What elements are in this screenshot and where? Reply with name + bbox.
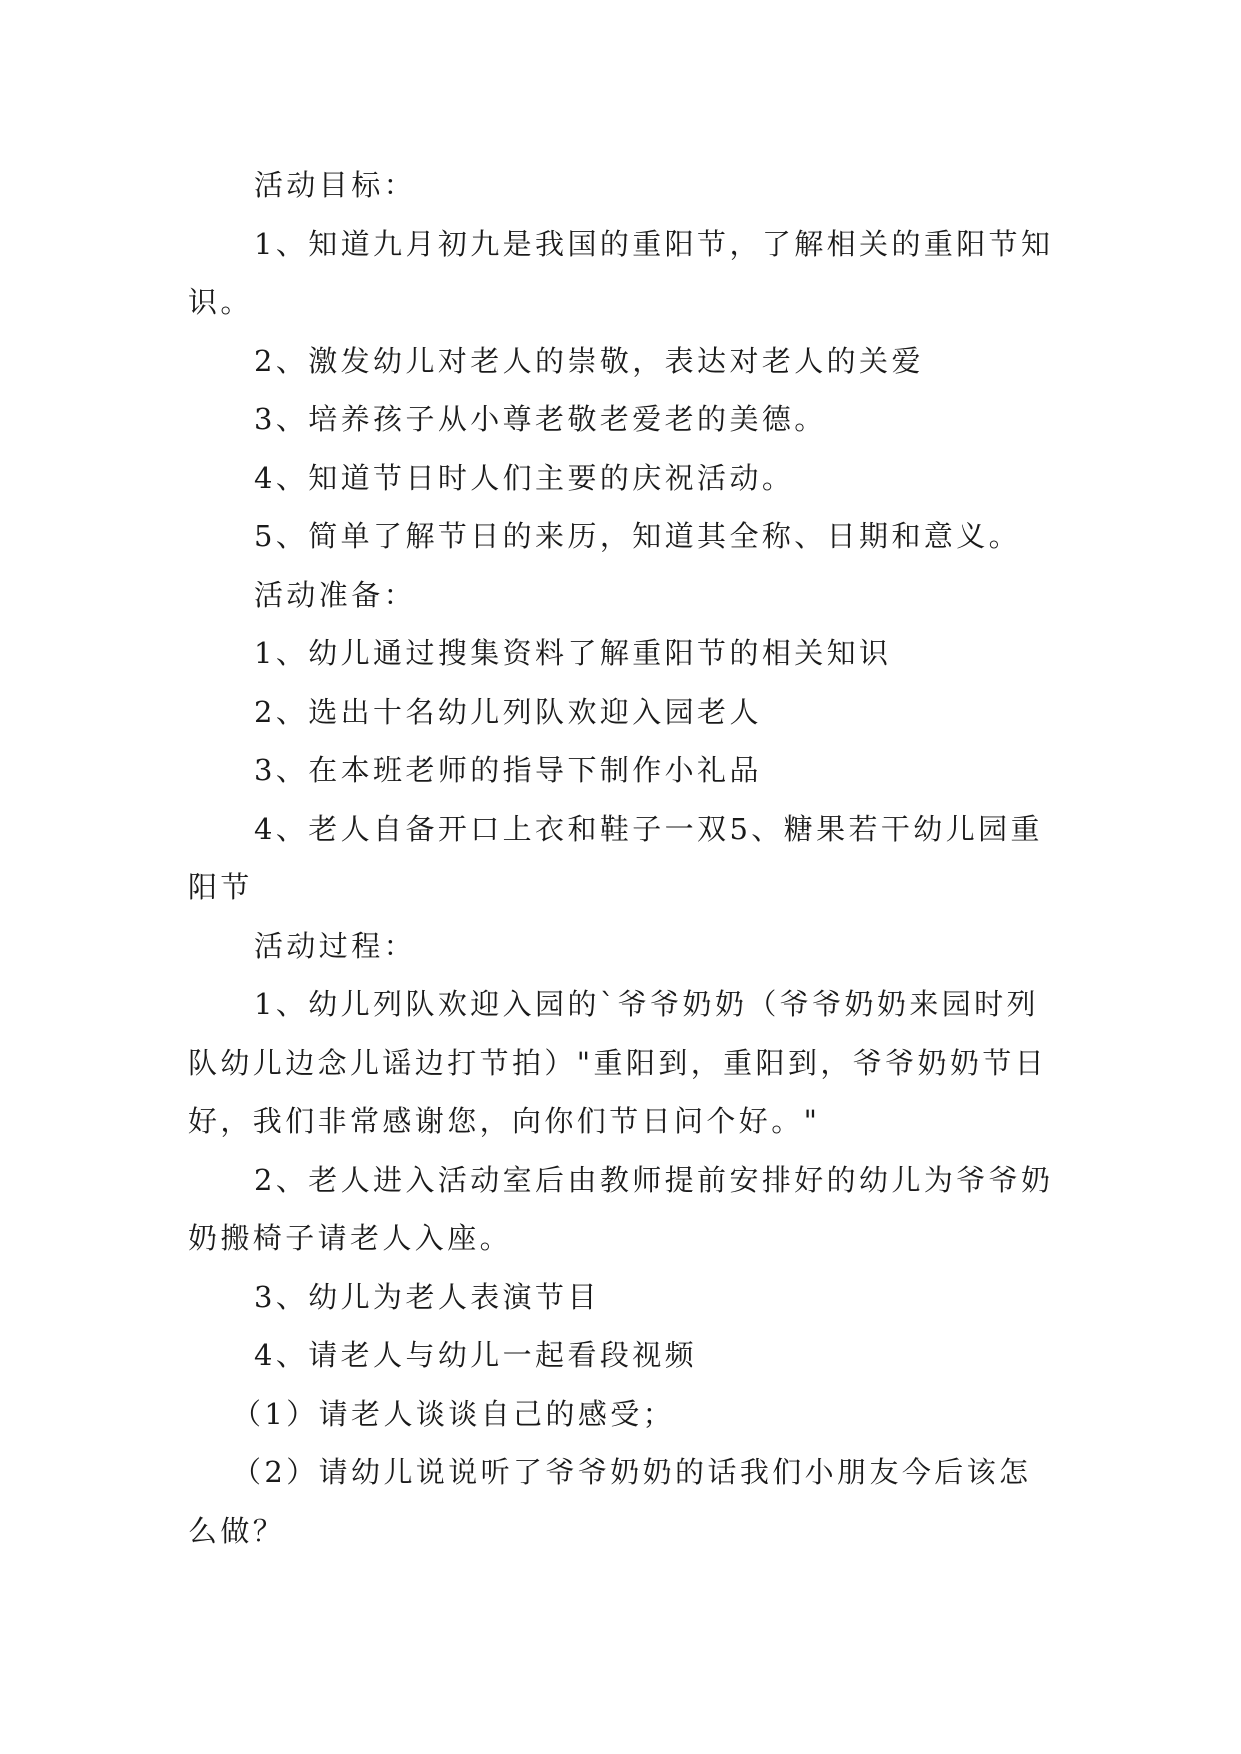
process-item-2: 2、老人进入活动室后由教师提前安排好的幼儿为爷爷奶奶搬椅子请老人入座。: [188, 1162, 1054, 1255]
preparation-item-1: 1、幼儿通过搜集资料了解重阳节的相关知识: [254, 636, 892, 670]
process-item-3: 3、幼儿为老人表演节目: [254, 1279, 600, 1314]
goal-item-3: 3、培养孩子从小尊老敬老爱老的美德。: [254, 402, 827, 436]
preparation-item-2: 2、选出十名幼儿列队欢迎入园老人: [254, 694, 762, 729]
section-heading-process: 活动过程：: [254, 928, 417, 963]
preparation-item-3: 3、在本班老师的指导下制作小礼品: [254, 753, 762, 787]
section-heading-preparation: 活动准备：: [254, 577, 417, 612]
preparation-item-4: 4、老人自备开口上衣和鞋子一双5、糖果若干幼儿园重阳节: [188, 811, 1043, 904]
goal-item-1: 1、知道九月初九是我国的重阳节，了解相关的重阳节知识。: [188, 226, 1054, 319]
goal-item-4: 4、知道节日时人们主要的庆祝活动。: [254, 460, 795, 495]
process-item-4: 4、请老人与幼儿一起看段视频: [254, 1338, 698, 1372]
process-subitem-1: （1）请老人谈谈自己的感受；: [232, 1396, 676, 1431]
section-heading-goals: 活动目标：: [254, 168, 417, 202]
goal-item-5: 5、简单了解节日的来历，知道其全称、日期和意义。: [254, 519, 1022, 553]
process-subitem-2: （2）请幼儿说说听了爷爷奶奶的话我们小朋友今后该怎么做？: [188, 1455, 1032, 1548]
document-body: [188, 156, 1058, 1560]
goal-item-2: 2、激发幼儿对老人的崇敬，表达对老人的关爱: [254, 343, 924, 378]
process-item-1: 1、幼儿列队欢迎入园的`爷爷奶奶（爷爷奶奶来园时列队幼儿边念儿谣边打节拍）"重阳到，重阳到，爷爷奶奶节日好，我们非常感谢您，向你们节日问个好。": [188, 987, 1048, 1138]
